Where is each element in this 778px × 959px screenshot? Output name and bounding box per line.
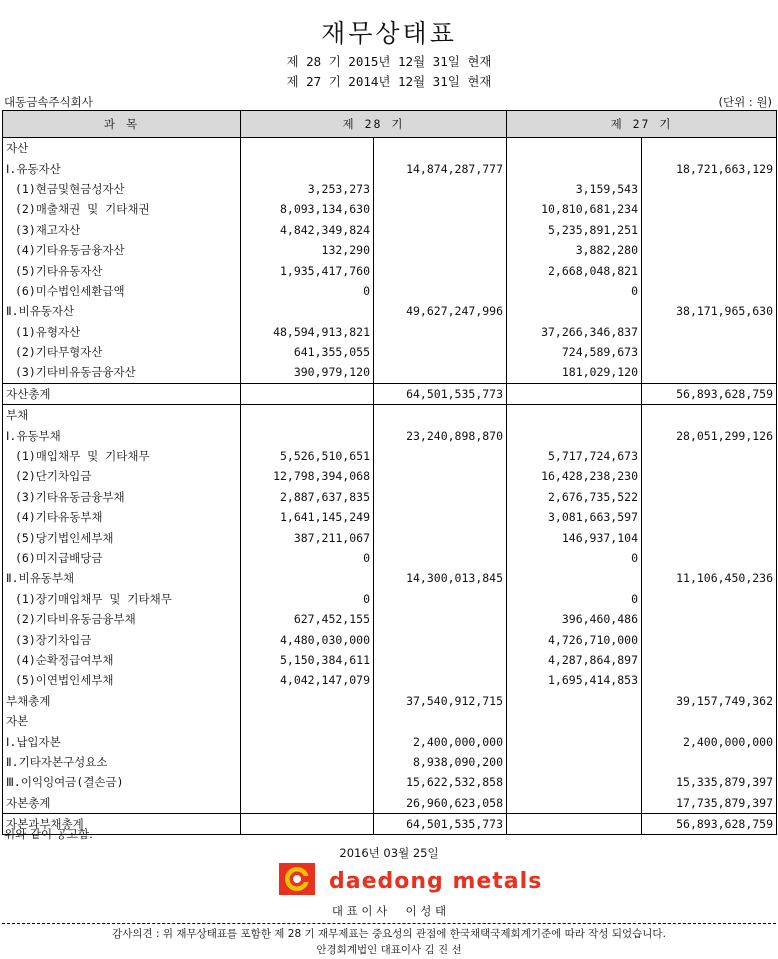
prior-total-cell: 18,721,663,129: [642, 158, 777, 178]
current-subtotal-cell: 8,093,134,630: [241, 199, 374, 219]
header-prior: 제 27 기: [507, 111, 777, 138]
prior-subtotal-cell: 4,287,864,897: [507, 650, 642, 670]
table-body: [3, 138, 777, 835]
prior-total-cell: 17,735,879,397: [642, 793, 777, 814]
current-total-cell: [374, 589, 507, 609]
prior-total-cell: [642, 527, 777, 547]
current-total-cell: 26,960,623,058: [374, 793, 507, 814]
prior-subtotal-cell: 5,717,724,673: [507, 446, 642, 466]
row-label: (5)이연법인세부채: [3, 670, 241, 690]
current-total-cell: 15,622,532,858: [374, 772, 507, 792]
prior-subtotal-cell: 37,266,346,837: [507, 322, 642, 342]
prior-subtotal-cell: [507, 138, 642, 159]
row-label: Ⅱ.비유동부채: [3, 568, 241, 588]
table-row: [3, 772, 777, 792]
row-label: 부채총계: [3, 691, 241, 711]
current-total-cell: 8,938,090,200: [374, 752, 507, 772]
prior-total-cell: [642, 466, 777, 486]
current-subtotal-cell: [241, 772, 374, 792]
prior-subtotal-cell: 0: [507, 548, 642, 568]
prior-subtotal-cell: [507, 772, 642, 792]
prior-total-cell: [642, 589, 777, 609]
prior-subtotal-cell: 2,676,735,522: [507, 487, 642, 507]
prior-total-cell: [642, 199, 777, 219]
prior-total-cell: [642, 220, 777, 240]
table-row: [3, 691, 777, 711]
table-row: [3, 507, 777, 527]
daedong-metals-logo: [279, 863, 549, 895]
table-row: [3, 568, 777, 588]
prior-subtotal-cell: 3,159,543: [507, 179, 642, 199]
current-subtotal-cell: [241, 711, 374, 731]
prior-total-cell: [642, 670, 777, 690]
row-label: 자본과부채총계: [3, 813, 241, 834]
row-label: 자본: [3, 711, 241, 731]
period-prior: 제 27 기 2014년 12월 31일 현재: [286, 74, 492, 89]
document-title: 재무상태표: [321, 19, 457, 48]
current-total-cell: [374, 405, 507, 426]
table-row: [3, 240, 777, 260]
table-row: [3, 446, 777, 466]
table-row: [3, 650, 777, 670]
prior-subtotal-cell: 724,589,673: [507, 342, 642, 362]
prior-subtotal-cell: 10,810,681,234: [507, 199, 642, 219]
current-total-cell: [374, 711, 507, 731]
current-total-cell: 64,501,535,773: [374, 813, 507, 834]
prior-total-cell: [642, 487, 777, 507]
period-current: 제 28 기 2015년 12월 31일 현재: [286, 54, 492, 69]
row-label: (1)매입채무 및 기타채무: [3, 446, 241, 466]
prior-subtotal-cell: 181,029,120: [507, 362, 642, 383]
current-subtotal-cell: 0: [241, 548, 374, 568]
current-total-cell: [374, 507, 507, 527]
current-subtotal-cell: [241, 405, 374, 426]
row-label: 자산총계: [3, 383, 241, 404]
prior-total-cell: 28,051,299,126: [642, 425, 777, 445]
table-row: [3, 199, 777, 219]
row-label: Ⅰ.유동부채: [3, 425, 241, 445]
table-row: [3, 301, 777, 321]
prior-total-cell: [642, 405, 777, 426]
row-label: (3)기타유동금융부채: [3, 487, 241, 507]
prior-subtotal-cell: 16,428,238,230: [507, 466, 642, 486]
prior-total-cell: [642, 650, 777, 670]
prior-subtotal-cell: [507, 568, 642, 588]
current-total-cell: [374, 650, 507, 670]
table-row: [3, 362, 777, 383]
table-row: [3, 425, 777, 445]
prior-subtotal-cell: 4,726,710,000: [507, 629, 642, 649]
current-total-cell: 14,874,287,777: [374, 158, 507, 178]
current-subtotal-cell: 5,526,510,651: [241, 446, 374, 466]
prior-subtotal-cell: 0: [507, 589, 642, 609]
row-label: (3)장기차입금: [3, 629, 241, 649]
prior-total-cell: [642, 507, 777, 527]
current-total-cell: [374, 670, 507, 690]
current-subtotal-cell: 1,641,145,249: [241, 507, 374, 527]
row-label: (4)기타유동금융자산: [3, 240, 241, 260]
prior-subtotal-cell: [507, 691, 642, 711]
current-subtotal-cell: [241, 158, 374, 178]
table-row: [3, 752, 777, 772]
row-label: (1)유형자산: [3, 322, 241, 342]
current-subtotal-cell: 390,979,120: [241, 362, 374, 383]
prior-total-cell: 56,893,628,759: [642, 813, 777, 834]
row-label: 부채: [3, 405, 241, 426]
audit-opinion: 감사의견 : 위 재무상태표를 포함한 제 28 기 재무제표는 중요성의 관점에 한국채택국제회계기준에 따라 작성 되었습니다.: [112, 928, 666, 940]
table-row: [3, 383, 777, 404]
row-label: (1)장기매입채무 및 기타채무: [3, 589, 241, 609]
table-row: [3, 466, 777, 486]
table-row: [3, 548, 777, 568]
table-row: [3, 342, 777, 362]
announcement-date: 2016년 03월 25일: [339, 846, 439, 860]
prior-total-cell: [642, 322, 777, 342]
current-total-cell: 2,400,000,000: [374, 731, 507, 751]
current-subtotal-cell: [241, 793, 374, 814]
row-label: (6)미지급배당금: [3, 548, 241, 568]
row-label: (2)기타무형자산: [3, 342, 241, 362]
prior-total-cell: 38,171,965,630: [642, 301, 777, 321]
current-total-cell: [374, 199, 507, 219]
current-total-cell: [374, 220, 507, 240]
prior-subtotal-cell: 0: [507, 281, 642, 301]
current-total-cell: [374, 362, 507, 383]
row-label: (2)단기차입금: [3, 466, 241, 486]
current-total-cell: 49,627,247,996: [374, 301, 507, 321]
prior-subtotal-cell: 1,695,414,853: [507, 670, 642, 690]
current-total-cell: [374, 240, 507, 260]
current-total-cell: [374, 179, 507, 199]
current-subtotal-cell: [241, 731, 374, 751]
prior-total-cell: 2,400,000,000: [642, 731, 777, 751]
current-subtotal-cell: 387,211,067: [241, 527, 374, 547]
row-label: 자산: [3, 138, 241, 159]
current-total-cell: [374, 466, 507, 486]
row-label: (6)미수법인세환급액: [3, 281, 241, 301]
prior-subtotal-cell: 3,882,280: [507, 240, 642, 260]
table-row: [3, 731, 777, 751]
prior-total-cell: 15,335,879,397: [642, 772, 777, 792]
row-label: Ⅰ.납입자본: [3, 731, 241, 751]
prior-subtotal-cell: [507, 158, 642, 178]
current-total-cell: 23,240,898,870: [374, 425, 507, 445]
row-label: (3)기타비유동금융자산: [3, 362, 241, 383]
row-label: Ⅱ.기타자본구성요소: [3, 752, 241, 772]
current-total-cell: [374, 609, 507, 629]
notice-text: 위와 같이 공고함.: [4, 827, 93, 841]
table-row: [3, 589, 777, 609]
prior-total-cell: [642, 446, 777, 466]
current-subtotal-cell: 0: [241, 281, 374, 301]
prior-subtotal-cell: [507, 383, 642, 404]
current-subtotal-cell: 4,842,349,824: [241, 220, 374, 240]
current-subtotal-cell: 1,935,417,760: [241, 260, 374, 280]
prior-total-cell: [642, 362, 777, 383]
prior-total-cell: [642, 240, 777, 260]
table-row: [3, 281, 777, 301]
table-row: [3, 138, 777, 159]
current-subtotal-cell: [241, 301, 374, 321]
prior-total-cell: [642, 752, 777, 772]
current-subtotal-cell: 12,798,394,068: [241, 466, 374, 486]
table-row: [3, 322, 777, 342]
current-total-cell: 64,501,535,773: [374, 383, 507, 404]
current-subtotal-cell: [241, 752, 374, 772]
balance-sheet-table: [2, 110, 777, 835]
prior-subtotal-cell: [507, 425, 642, 445]
current-total-cell: [374, 446, 507, 466]
prior-total-cell: [642, 179, 777, 199]
current-subtotal-cell: [241, 691, 374, 711]
company-name: 대동금속주식회사: [4, 95, 93, 109]
current-subtotal-cell: 3,253,273: [241, 179, 374, 199]
table-row: [3, 629, 777, 649]
row-label: (3)재고자산: [3, 220, 241, 240]
row-label: (2)기타비유동금융부채: [3, 609, 241, 629]
table-row: [3, 527, 777, 547]
current-total-cell: [374, 527, 507, 547]
table-row: [3, 487, 777, 507]
prior-subtotal-cell: [507, 711, 642, 731]
row-label: (4)기타유동부채: [3, 507, 241, 527]
table-row: [3, 158, 777, 178]
prior-subtotal-cell: 146,937,104: [507, 527, 642, 547]
prior-total-cell: 56,893,628,759: [642, 383, 777, 404]
prior-subtotal-cell: 3,081,663,597: [507, 507, 642, 527]
prior-subtotal-cell: [507, 405, 642, 426]
prior-total-cell: [642, 711, 777, 731]
prior-total-cell: [642, 138, 777, 159]
current-total-cell: 37,540,912,715: [374, 691, 507, 711]
current-total-cell: [374, 629, 507, 649]
current-subtotal-cell: 2,887,637,835: [241, 487, 374, 507]
prior-subtotal-cell: [507, 752, 642, 772]
current-total-cell: [374, 342, 507, 362]
current-subtotal-cell: [241, 383, 374, 404]
prior-subtotal-cell: 396,460,486: [507, 609, 642, 629]
current-total-cell: [374, 487, 507, 507]
row-label: (5)기타유동자산: [3, 260, 241, 280]
row-label: Ⅰ.유동자산: [3, 158, 241, 178]
row-label: 자본총계: [3, 793, 241, 814]
current-subtotal-cell: [241, 425, 374, 445]
table-row: [3, 220, 777, 240]
prior-total-cell: 39,157,749,362: [642, 691, 777, 711]
prior-total-cell: [642, 609, 777, 629]
prior-subtotal-cell: [507, 301, 642, 321]
row-label: (4)순확정급여부채: [3, 650, 241, 670]
row-label: Ⅱ.비유동자산: [3, 301, 241, 321]
unit-label: (단위 : 원): [718, 95, 772, 109]
current-subtotal-cell: 4,042,147,079: [241, 670, 374, 690]
current-subtotal-cell: [241, 813, 374, 834]
current-total-cell: [374, 322, 507, 342]
prior-subtotal-cell: 5,235,891,251: [507, 220, 642, 240]
table-row: [3, 793, 777, 814]
current-subtotal-cell: 132,290: [241, 240, 374, 260]
table-row: [3, 405, 777, 426]
auditor-name: 안경회계법인 대표이사 김 진 선: [316, 944, 462, 956]
current-total-cell: [374, 138, 507, 159]
header-current: 제 28 기: [241, 111, 507, 138]
current-total-cell: [374, 281, 507, 301]
current-total-cell: [374, 260, 507, 280]
prior-subtotal-cell: [507, 813, 642, 834]
current-subtotal-cell: 627,452,155: [241, 609, 374, 629]
row-label: (5)당기법인세부채: [3, 527, 241, 547]
table-row: [3, 260, 777, 280]
prior-subtotal-cell: [507, 731, 642, 751]
table-row: [3, 670, 777, 690]
ceo-signature: 대 표 이 사 이 성 태: [331, 904, 447, 918]
logo-center-dot: [293, 875, 301, 883]
current-subtotal-cell: 5,150,384,611: [241, 650, 374, 670]
table-row: [3, 813, 777, 834]
current-total-cell: 14,300,013,845: [374, 568, 507, 588]
row-label: (1)현금및현금성자산: [3, 179, 241, 199]
row-label: Ⅲ.이익잉여금(결손금): [3, 772, 241, 792]
current-subtotal-cell: 48,594,913,821: [241, 322, 374, 342]
current-subtotal-cell: 4,480,030,000: [241, 629, 374, 649]
current-subtotal-cell: 0: [241, 589, 374, 609]
current-subtotal-cell: [241, 138, 374, 159]
table-row: [3, 711, 777, 731]
prior-subtotal-cell: 2,668,048,821: [507, 260, 642, 280]
table-header-row: [3, 111, 777, 138]
prior-subtotal-cell: [507, 793, 642, 814]
logo-notch: [303, 876, 315, 882]
row-label: (2)매출채권 및 기타채권: [3, 199, 241, 219]
prior-total-cell: [642, 629, 777, 649]
current-subtotal-cell: [241, 568, 374, 588]
current-total-cell: [374, 548, 507, 568]
prior-total-cell: [642, 548, 777, 568]
prior-total-cell: 11,106,450,236: [642, 568, 777, 588]
prior-total-cell: [642, 260, 777, 280]
table-row: [3, 609, 777, 629]
header-item: 과 목: [3, 111, 241, 138]
prior-total-cell: [642, 342, 777, 362]
current-subtotal-cell: 641,355,055: [241, 342, 374, 362]
table-row: [3, 179, 777, 199]
prior-total-cell: [642, 281, 777, 301]
dashed-divider: [2, 923, 776, 924]
logo-wordmark: daedong metals: [329, 869, 543, 894]
